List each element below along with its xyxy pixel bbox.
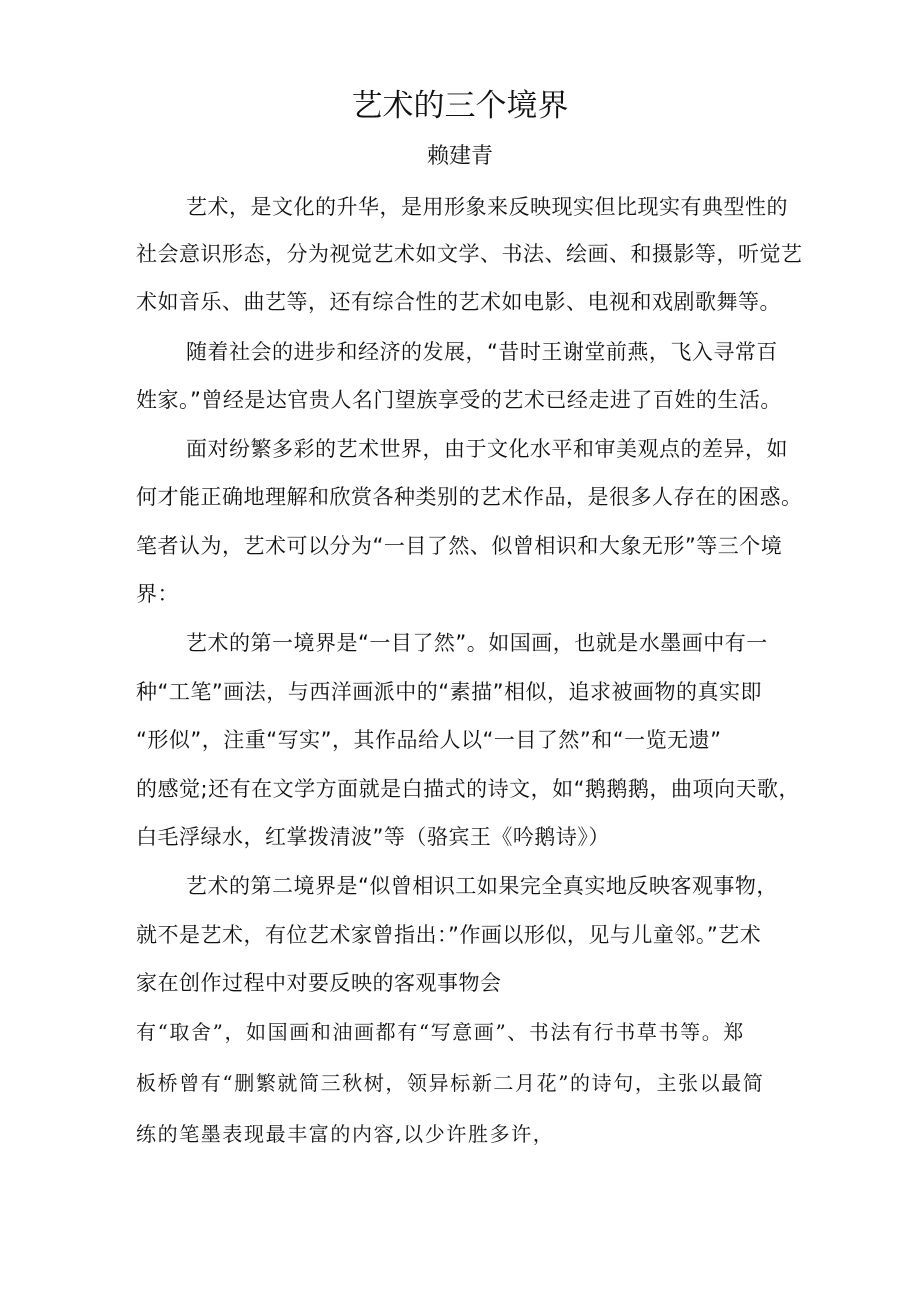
text-line: “形似”，注重“写实”，其作品给人以“一目了然”和“一览无遗”: [136, 728, 722, 752]
text-line: 何才能正确地理解和欣赏各种类别的艺术作品，是很多人存在的困惑。: [136, 485, 803, 509]
text-line: 艺术的第一境界是“一目了然”。如国画，也就是水墨画中有一: [186, 631, 768, 655]
text-line: 面对纷繁多彩的艺术世界，由于文化水平和审美观点的差异，如: [186, 437, 788, 461]
text-line: 练的笔墨表现最丰富的内容,以少许胜多许，: [136, 1122, 555, 1146]
text-line: 板桥曾有“删繁就简三秋树，领异标新二月花”的诗句，主张以最简: [136, 1071, 765, 1095]
text-line: 姓家。”曾经是达官贵人名门望族享受的艺术已经走进了百姓的生活。: [136, 388, 782, 412]
author-name: 赖建青: [426, 144, 493, 169]
text-line: 艺术的第二境界是“似曾相识工如果完全真实地反映客观事物，: [186, 874, 778, 898]
text-line: 的感觉;还有在文学方面就是白描式的诗文，如“鹅鹅鹅，曲项向天歌，: [136, 777, 800, 801]
text-line: 有“取舍”，如国画和油画都有“写意画”、书法有行书草书等。郑: [136, 1020, 745, 1044]
text-line: 家在创作过程中对要反映的客观事物会: [136, 971, 502, 995]
document-title: 艺术的三个境界: [351, 88, 569, 124]
text-line: 就不是艺术，有位艺术家曾指出：”作画以形似，见与儿童邻。”艺术: [136, 923, 762, 947]
text-line: 种“工笔”画法，与西洋画派中的“素描”相似，追求被画物的真实即: [136, 680, 763, 704]
text-line: 白毛浮绿水，红掌拨清波”等（骆宾王《吟鹅诗》）: [136, 825, 610, 849]
text-line: 艺术，是文化的升华，是用形象来反映现实但比现实有典型性的: [186, 195, 788, 219]
text-line: 界：: [136, 582, 179, 606]
text-line: 术如音乐、曲艺等，还有综合性的艺术如电影、电视和戏剧歌舞等。: [136, 290, 781, 314]
text-line: 笔者认为，艺术可以分为“一目了然、似曾相识和大象无形”等三个境: [136, 534, 783, 558]
text-line: 随着社会的进步和经济的发展，“昔时王谢堂前燕，飞入寻常百: [186, 340, 778, 364]
text-line: 社会意识形态，分为视觉艺术如文学、书法、绘画、和摄影等，听觉艺: [136, 242, 803, 266]
